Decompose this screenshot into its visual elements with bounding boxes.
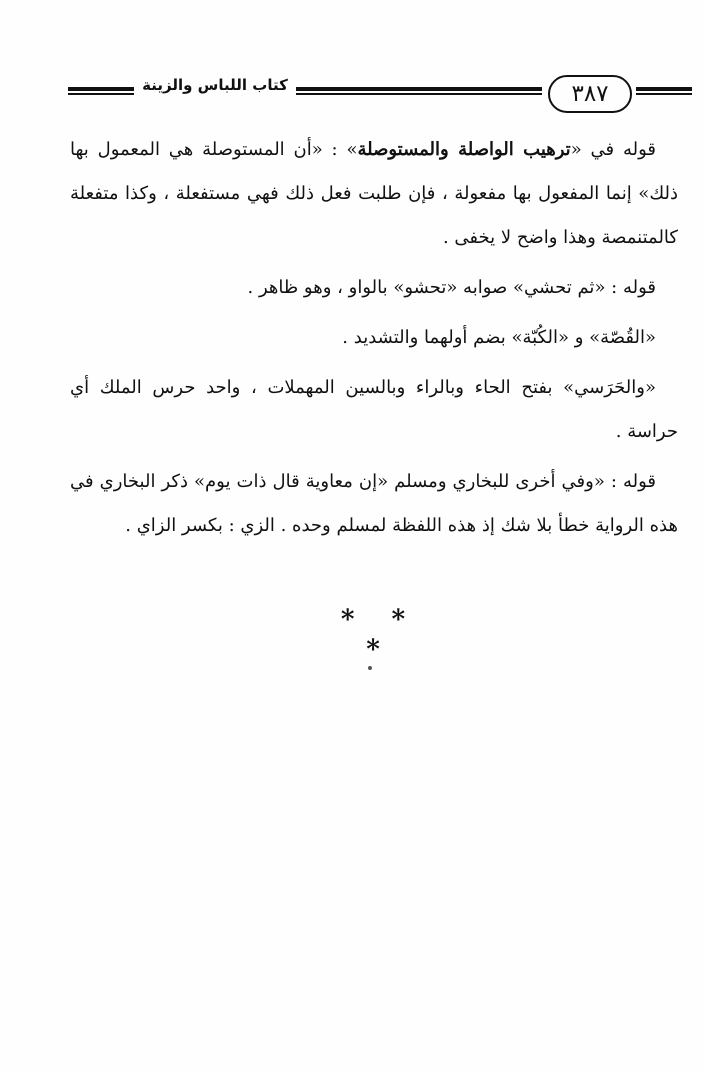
paragraph-text: » : «أن المستوصلة هي المعمول بها ذلك» إنما المفعول بها مفعولة ، فإن طلبت فعل ذلك فهي مستفعلة ، وكذا متفعلة كالمتنمصة وهذا واضح لا يخفى . — [70, 139, 678, 248]
chapter-term: ترهيب الواصلة والمستوصلة — [357, 139, 571, 160]
paragraph: «القُصّة» و «الكُبّة» بضم أولهما والتشديد . — [342, 327, 656, 348]
section-separator: * * * — [340, 605, 420, 665]
page-body — [70, 128, 678, 554]
header-rule — [636, 87, 692, 96]
running-title: كتاب اللباس والزينة — [142, 76, 288, 94]
page-number: ٣٨٧ — [548, 75, 632, 113]
paragraph: قوله : «وفي أخرى للبخاري ومسلم «إن معاوية قال ذات يوم» ذكر البخاري في هذه الرواية خطأ بلا شك إذ هذه اللفظة لمسلم وحده . الزي : بكسر الزاي . — [70, 471, 678, 536]
paragraph-lead: قوله في « — [570, 139, 656, 160]
header-rule — [68, 87, 134, 96]
paragraph — [70, 128, 678, 260]
page-speck — [368, 666, 372, 670]
page-header — [0, 0, 703, 130]
paragraph: قوله : «ثم تحشي» صوابه «تحشو» بالواو ، وهو ظاهر . — [247, 277, 656, 298]
header-rule — [296, 87, 542, 96]
paragraph: «والحَرَسي» بفتح الحاء وبالراء وبالسين المهملات ، واحد حرس الملك أي حراسة . — [70, 377, 678, 442]
